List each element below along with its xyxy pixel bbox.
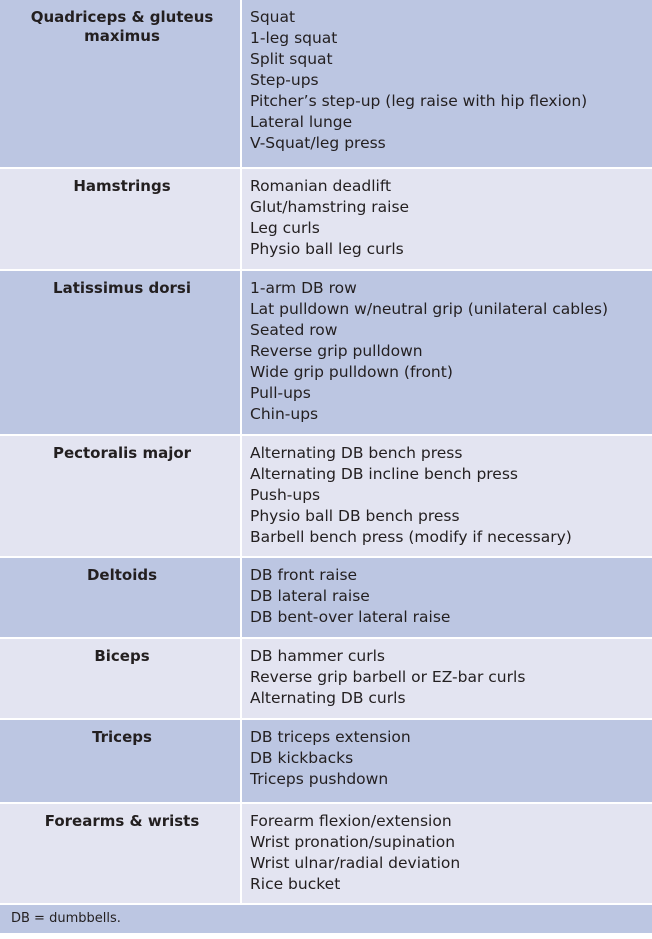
muscle-group-label: Biceps xyxy=(94,647,150,665)
exercise-item: Wide grip pulldown (front) xyxy=(250,363,453,381)
muscle-group-label: Triceps xyxy=(92,728,152,746)
exercise-list xyxy=(250,646,525,709)
table-row-latissimus xyxy=(0,271,652,434)
exercise-item: Glut/hamstring raise xyxy=(250,198,410,216)
exercise-item: Physio ball DB bench press xyxy=(250,507,460,525)
exercise-item: Wrist pronation/supination xyxy=(250,833,456,851)
exercise-item: Lat pulldown w/neutral grip (unilateral cables) xyxy=(250,300,609,318)
exercise-item: Pitcher’s step-up (leg raise with hip flexion) xyxy=(250,92,588,110)
exercise-item: Physio ball leg curls xyxy=(250,240,404,258)
exercise-list xyxy=(250,443,572,548)
table-row-deltoids xyxy=(0,558,652,637)
exercise-item: Pull-ups xyxy=(250,384,311,402)
exercise-item: 1-arm DB row xyxy=(250,279,357,297)
exercise-item: DB front raise xyxy=(250,566,358,584)
column-divider xyxy=(240,639,242,718)
exercise-item: Alternating DB bench press xyxy=(250,444,463,462)
table-row-pectoralis xyxy=(0,436,652,556)
exercise-item: Step-ups xyxy=(250,71,319,89)
exercise-list xyxy=(250,278,608,425)
muscle-group-label: Forearms & wrists xyxy=(44,812,200,830)
exercise-item: DB bent-over lateral raise xyxy=(250,608,451,626)
exercise-item: Barbell bench press (modify if necessary) xyxy=(250,528,572,546)
exercise-item: Wrist ulnar/radial deviation xyxy=(250,854,461,872)
table-row-hamstrings xyxy=(0,169,652,269)
exercise-list xyxy=(250,727,411,790)
exercise-item: Alternating DB incline bench press xyxy=(250,465,518,483)
exercise-item: Push-ups xyxy=(250,486,321,504)
footnote-text: DB = dumbbells. xyxy=(11,911,121,926)
table-row-triceps xyxy=(0,720,652,802)
table-footnote xyxy=(0,905,652,933)
column-divider xyxy=(240,804,242,903)
exercise-item: Rice bucket xyxy=(250,875,341,893)
column-divider xyxy=(240,169,242,269)
exercise-item: Alternating DB curls xyxy=(250,689,406,707)
muscle-group-label: Quadriceps & gluteus maximus xyxy=(30,8,214,45)
table-row-forearms xyxy=(0,804,652,903)
exercise-item: DB lateral raise xyxy=(250,587,370,605)
exercise-item: Reverse grip barbell or EZ-bar curls xyxy=(250,668,526,686)
exercise-item: Seated row xyxy=(250,321,338,339)
column-divider xyxy=(240,720,242,802)
table-row-biceps xyxy=(0,639,652,718)
exercise-item: Lateral lunge xyxy=(250,113,353,131)
exercise-list xyxy=(250,565,450,628)
table-row-quadriceps xyxy=(0,0,652,167)
exercise-list xyxy=(250,811,460,895)
exercise-list xyxy=(250,176,409,260)
column-divider xyxy=(240,558,242,637)
column-divider xyxy=(240,271,242,434)
column-divider xyxy=(240,0,242,167)
exercise-list xyxy=(250,7,587,154)
exercise-item: DB triceps extension xyxy=(250,728,411,746)
exercise-item: Forearm flexion/extension xyxy=(250,812,452,830)
exercise-item: DB hammer curls xyxy=(250,647,385,665)
muscle-group-label: Hamstrings xyxy=(73,177,171,195)
exercise-item: Romanian deadlift xyxy=(250,177,392,195)
column-divider xyxy=(240,436,242,556)
muscle-group-label: Deltoids xyxy=(86,566,158,584)
exercise-item: Squat xyxy=(250,8,296,26)
exercise-item: 1-leg squat xyxy=(250,29,338,47)
exercise-item: V-Squat/leg press xyxy=(250,134,386,152)
exercise-item: Split squat xyxy=(250,50,333,68)
exercise-item: Chin-ups xyxy=(250,405,319,423)
muscle-group-label: Latissimus dorsi xyxy=(53,279,191,297)
exercise-item: DB kickbacks xyxy=(250,749,354,767)
muscle-group-label: Pectoralis major xyxy=(52,444,192,462)
exercise-item: Reverse grip pulldown xyxy=(250,342,423,360)
exercise-item: Leg curls xyxy=(250,219,320,237)
exercise-item: Triceps pushdown xyxy=(250,770,389,788)
